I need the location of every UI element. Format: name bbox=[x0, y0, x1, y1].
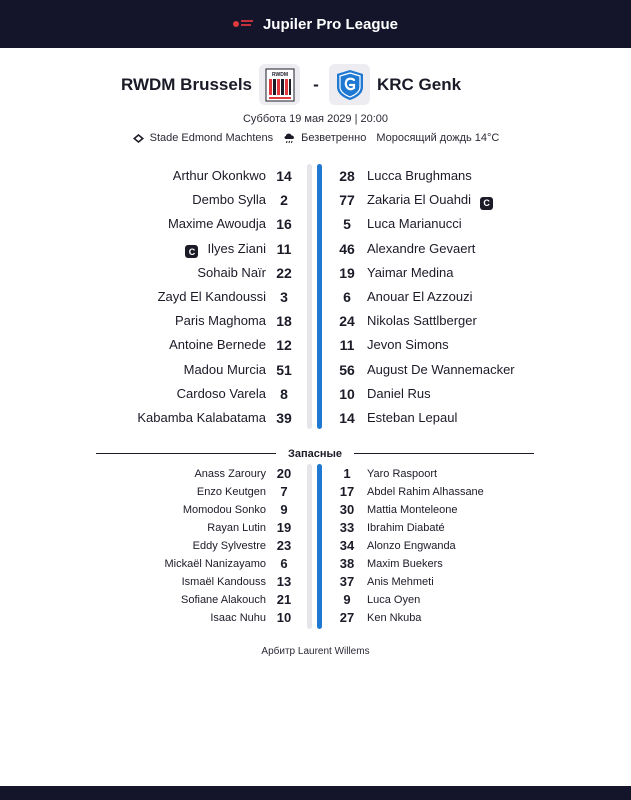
home-player[interactable] bbox=[182, 573, 266, 591]
away-player[interactable] bbox=[367, 519, 445, 537]
away-player[interactable] bbox=[367, 483, 484, 501]
away-player-name: Zakaria El Ouahdi bbox=[367, 192, 472, 208]
away-player-number: 27 bbox=[339, 610, 355, 625]
away-player-name: Abdel Rahim Alhassane bbox=[367, 486, 484, 498]
home-player-name: Arthur Okonkwo bbox=[172, 168, 266, 183]
away-player[interactable] bbox=[367, 406, 457, 430]
substitute-row bbox=[0, 591, 631, 609]
away-player-name: Mattia Monteleone bbox=[367, 504, 458, 516]
away-player-name: Ibrahim Diabaté bbox=[367, 522, 445, 534]
substitutes-label: Запасные bbox=[287, 448, 343, 460]
home-player[interactable] bbox=[192, 188, 266, 212]
away-player-number: 30 bbox=[339, 502, 355, 517]
away-player-number: 24 bbox=[339, 313, 355, 330]
home-player-name: Sohaib Naïr bbox=[197, 264, 266, 280]
home-player-name: Paris Maghoma bbox=[174, 313, 266, 329]
home-player-name: Antoine Bernede bbox=[169, 337, 266, 353]
home-player[interactable] bbox=[194, 465, 266, 483]
home-player-number: 12 bbox=[276, 337, 292, 354]
substitute-row bbox=[0, 555, 631, 573]
home-player[interactable] bbox=[137, 406, 266, 430]
home-player-number: 19 bbox=[276, 520, 292, 535]
away-player[interactable] bbox=[367, 188, 493, 212]
home-player-name: Ismaël Kandouss bbox=[181, 576, 266, 588]
away-player-name: Ken Nkuba bbox=[367, 612, 422, 624]
away-player[interactable] bbox=[367, 309, 477, 333]
home-player[interactable] bbox=[193, 537, 266, 555]
substitute-row bbox=[0, 501, 631, 519]
away-player[interactable] bbox=[367, 609, 421, 627]
drizzle-weather-icon bbox=[283, 132, 296, 145]
substitute-row bbox=[0, 465, 631, 483]
starter-row bbox=[0, 188, 631, 212]
substitute-row bbox=[0, 519, 631, 537]
away-player-name: August De Wannemacker bbox=[367, 361, 515, 377]
away-player[interactable] bbox=[367, 333, 449, 357]
starter-row bbox=[0, 333, 631, 357]
away-player-name: Luca Oyen bbox=[367, 594, 421, 606]
away-player-name: Jevon Simons bbox=[367, 337, 449, 353]
away-player[interactable] bbox=[367, 358, 515, 382]
home-team-name[interactable]: RWDM Brussels bbox=[121, 75, 252, 94]
home-player[interactable] bbox=[184, 358, 266, 382]
home-player-name: Isaac Nuhu bbox=[210, 612, 266, 624]
home-player-name: Ilyes Ziani bbox=[207, 240, 266, 256]
home-player[interactable] bbox=[183, 501, 266, 519]
league-title[interactable] bbox=[0, 0, 631, 48]
substitutes-header bbox=[96, 446, 534, 462]
home-player[interactable] bbox=[185, 237, 266, 261]
starter-row bbox=[0, 309, 631, 333]
away-player-number: 28 bbox=[339, 168, 355, 184]
referee-info: Арбитр Laurent Willems bbox=[261, 646, 370, 657]
away-player[interactable] bbox=[367, 164, 472, 188]
home-player[interactable] bbox=[207, 519, 266, 537]
away-player-number: 34 bbox=[339, 538, 355, 553]
home-player-number: 14 bbox=[276, 168, 292, 184]
home-player-number: 51 bbox=[276, 361, 292, 378]
away-player-number: 56 bbox=[339, 361, 355, 378]
away-player[interactable] bbox=[367, 573, 434, 591]
starter-row bbox=[0, 406, 631, 430]
away-player-name: Anis Mehmeti bbox=[367, 576, 434, 588]
away-player-name: Alonzo Engwanda bbox=[367, 540, 456, 552]
home-player[interactable] bbox=[173, 164, 266, 188]
away-player[interactable] bbox=[367, 212, 462, 236]
home-player-number: 21 bbox=[276, 592, 292, 607]
home-team-crest-icon[interactable] bbox=[259, 64, 300, 105]
home-player[interactable] bbox=[177, 382, 266, 406]
away-player-name: Esteban Lepaul bbox=[367, 410, 458, 425]
home-player-number: 9 bbox=[280, 502, 288, 517]
home-player-name: Anass Zaroury bbox=[194, 468, 266, 480]
away-player-number: 10 bbox=[339, 385, 355, 402]
home-player-number: 8 bbox=[280, 385, 288, 402]
away-player[interactable] bbox=[367, 591, 420, 609]
league-logo-icon bbox=[233, 19, 255, 29]
away-team-name[interactable]: KRC Genk bbox=[377, 75, 462, 94]
home-player-name: Eddy Sylvestre bbox=[192, 540, 266, 552]
score-separator: - bbox=[313, 75, 319, 94]
home-player-name: Enzo Keutgen bbox=[196, 486, 266, 498]
away-player-number: 5 bbox=[343, 216, 351, 233]
starter-row bbox=[0, 164, 631, 188]
home-crest-text: RWDM bbox=[271, 71, 288, 78]
away-player[interactable] bbox=[367, 382, 431, 406]
substitute-row bbox=[0, 573, 631, 591]
starter-row bbox=[0, 358, 631, 382]
away-player[interactable] bbox=[367, 261, 453, 285]
home-player-name: Sofiane Alakouch bbox=[180, 594, 266, 606]
home-player-number: 16 bbox=[276, 216, 292, 233]
home-player-number: 2 bbox=[280, 192, 288, 209]
away-player-number: 9 bbox=[343, 592, 351, 607]
away-player-name: Maxim Buekers bbox=[367, 558, 443, 570]
home-player-number: 7 bbox=[280, 484, 288, 499]
home-player-number: 3 bbox=[280, 289, 288, 305]
home-player[interactable] bbox=[175, 309, 266, 333]
away-team-crest-icon[interactable] bbox=[329, 64, 370, 105]
home-player-number: 22 bbox=[276, 264, 292, 281]
home-player-name: Zayd El Kandoussi bbox=[157, 289, 266, 304]
match-date: Суббота 19 мая 2029 | 20:00 bbox=[242, 113, 389, 125]
away-player-number: 37 bbox=[339, 574, 355, 589]
away-player-name: Yaro Raspoort bbox=[367, 468, 438, 480]
away-player-number: 46 bbox=[339, 240, 355, 257]
home-player-number: 10 bbox=[276, 610, 292, 625]
home-player-number: 13 bbox=[276, 574, 292, 589]
home-player[interactable] bbox=[181, 591, 266, 609]
away-player-number: 14 bbox=[339, 410, 355, 426]
away-player[interactable] bbox=[367, 537, 456, 555]
home-player[interactable] bbox=[168, 212, 266, 236]
home-player-name: Madou Murcia bbox=[183, 361, 266, 377]
away-player-number: 17 bbox=[339, 484, 355, 499]
away-player-number: 38 bbox=[339, 556, 355, 571]
away-player[interactable] bbox=[367, 237, 475, 261]
home-player-name: Maxime Awoudja bbox=[167, 216, 266, 232]
home-player[interactable] bbox=[197, 261, 266, 285]
home-player-name: Momodou Sonko bbox=[182, 504, 266, 516]
starter-row bbox=[0, 285, 631, 309]
starter-row bbox=[0, 237, 631, 261]
away-player[interactable] bbox=[367, 465, 437, 483]
home-player[interactable] bbox=[158, 285, 266, 309]
substitute-row bbox=[0, 537, 631, 555]
wind-status: Безветренно bbox=[301, 132, 367, 144]
home-player[interactable] bbox=[169, 333, 266, 357]
away-player[interactable] bbox=[367, 501, 458, 519]
starter-row bbox=[0, 382, 631, 406]
away-player-number: 11 bbox=[339, 337, 355, 354]
home-player-name: Kabamba Kalabatama bbox=[137, 410, 266, 425]
home-player-name: Mickaël Nanizayamo bbox=[164, 558, 266, 570]
away-player-name: Luca Marianucci bbox=[367, 216, 462, 232]
header-bar bbox=[0, 0, 631, 48]
away-player-name: Alexandre Gevaert bbox=[367, 240, 476, 256]
starter-row bbox=[0, 261, 631, 285]
home-player-number: 39 bbox=[276, 410, 292, 426]
substitute-row bbox=[0, 609, 631, 627]
home-player-number: 6 bbox=[280, 556, 288, 571]
away-player-name: Nikolas Sattlberger bbox=[367, 313, 477, 329]
home-player-number: 11 bbox=[276, 240, 292, 257]
starter-row bbox=[0, 212, 631, 236]
away-player-number: 33 bbox=[339, 520, 355, 535]
stadium-icon bbox=[132, 133, 145, 144]
match-info bbox=[0, 131, 631, 145]
away-player-number: 1 bbox=[343, 466, 351, 481]
captain-badge-icon: C bbox=[480, 197, 493, 210]
home-player[interactable] bbox=[165, 555, 266, 573]
stadium-name: Stade Edmond Machtens bbox=[149, 132, 274, 144]
captain-badge-icon: C bbox=[185, 245, 198, 258]
substitute-row bbox=[0, 483, 631, 501]
home-player[interactable] bbox=[210, 609, 266, 627]
away-player-name: Yaimar Medina bbox=[367, 264, 454, 280]
league-name: Jupiler Pro League bbox=[262, 15, 399, 33]
away-player[interactable] bbox=[367, 555, 443, 573]
footer-bar bbox=[0, 786, 631, 800]
home-player-name: Cardoso Varela bbox=[176, 385, 266, 401]
away-player-number: 77 bbox=[339, 192, 355, 209]
home-player-name: Dembo Sylla bbox=[192, 192, 266, 208]
away-player[interactable] bbox=[367, 285, 473, 309]
weather-status: Моросящий дождь 14°C bbox=[376, 132, 500, 144]
home-player-number: 20 bbox=[276, 466, 292, 481]
home-player[interactable] bbox=[197, 483, 266, 501]
away-player-name: Anouar El Azzouzi bbox=[367, 289, 473, 304]
home-player-number: 18 bbox=[276, 313, 292, 330]
away-player-number: 6 bbox=[343, 289, 351, 305]
away-player-name: Daniel Rus bbox=[367, 385, 431, 401]
away-player-number: 19 bbox=[339, 264, 355, 281]
home-player-number: 23 bbox=[276, 538, 292, 553]
home-player-name: Rayan Lutin bbox=[207, 522, 266, 534]
away-player-name: Lucca Brughmans bbox=[367, 168, 472, 183]
